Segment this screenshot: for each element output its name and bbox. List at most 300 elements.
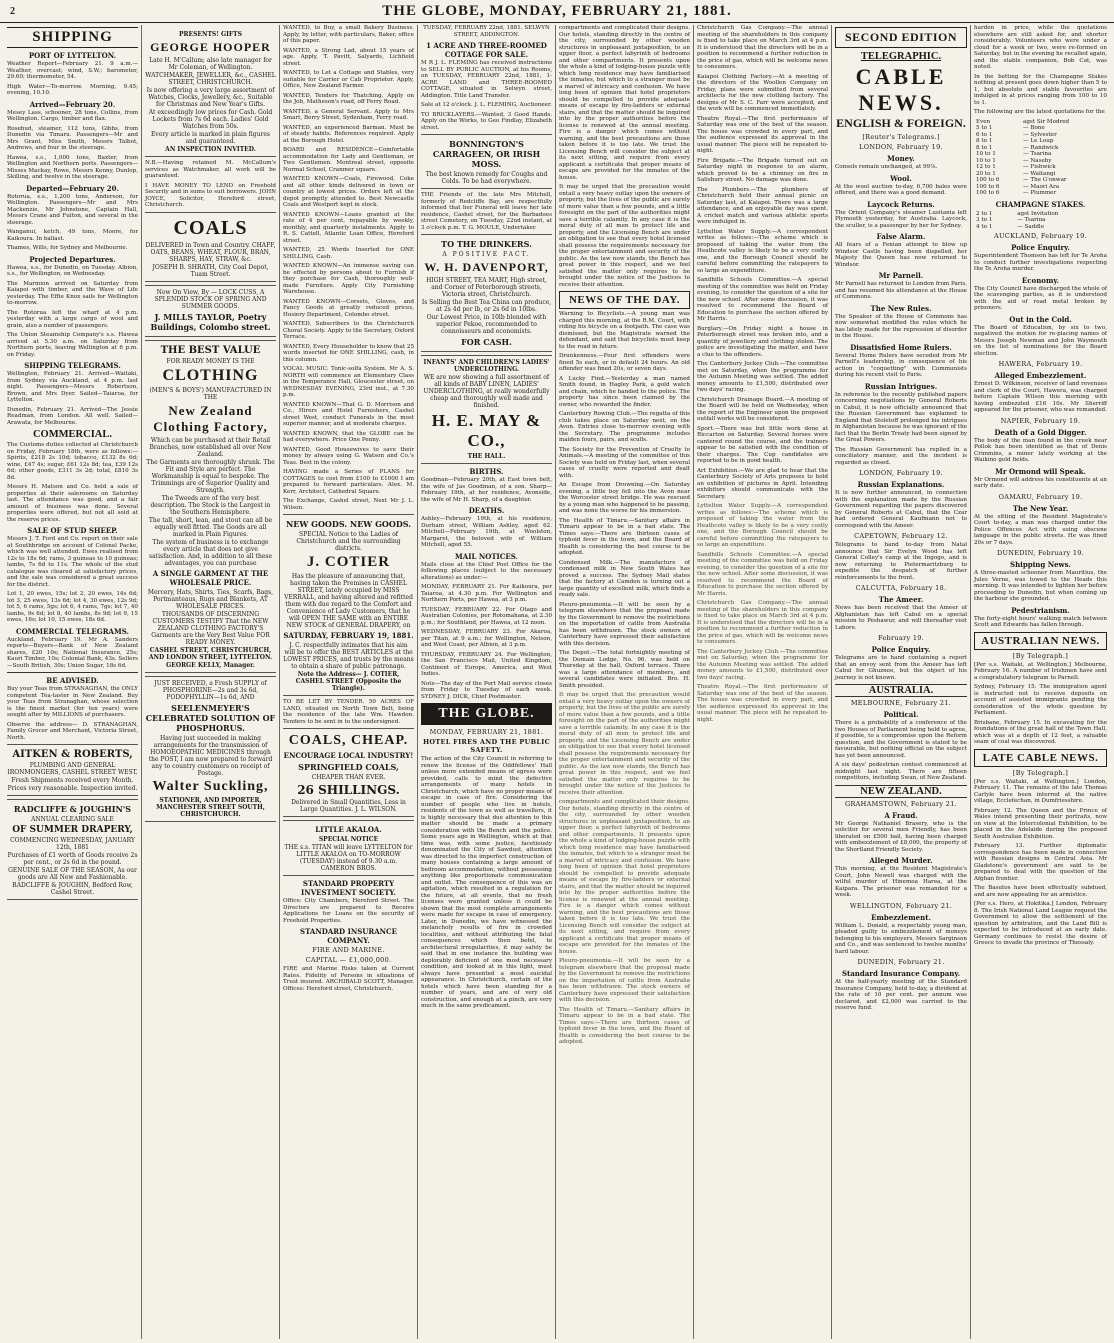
radcliffe-line-6: RADCLIFFE & JOUGHIN, Bedford Row, Cashel Street. [12,882,133,896]
classified-9: WANTED KNOWN—Loans granted at the rate of 4 per cent, repayable by weekly, monthly, and quarterly instalments. Apply to R. S. Cattell, Atlantic Loan Office, Hereford street. [283,211,414,244]
police-enquiry-heading: Police Enquiry. [871,645,931,654]
classified-15: VOCAL MUSIC. Tonic-solfa System. Mr A. S. NORTH will commence an Elementary Class in the Temperance Hall, Gloucester street, on WEDNESDAY EVENING, 23rd inst., at 7.30 p.m. [283,366,414,398]
births-heading: BIRTHS. [469,467,504,476]
drinkers-title: TO THE DRINKERS. [441,239,532,249]
infants-text: WE are now showing a full assortment of all kinds of BABY LINEN, LADIES' UNDERCLOTHING, at really wonderfully cheap and thoroughly well made and finished. [423,374,550,409]
nz-line-8: CASHEL STREET, CHRISTCHURCH, AND LONDON STREET, LYTTELTON. [148,646,273,661]
springfield-line-1: CHEAPER THAN EVER. [311,774,386,781]
deaths-heading: DEATHS. [468,506,505,515]
encourage-line: ENCOURAGE LOCAL INDUSTRY! [283,751,414,760]
column-2 [142,25,280,1339]
cotier-special: SPECIAL Notice to the Ladies of Christchurch and the surrounding districts. [296,531,401,552]
dateline-hawera: HAWERA, February 19. [998,360,1083,368]
news-item-13: Pleuro-pneumonia.—It will be seen by a telegram elsewhere that the proposal made by the Government to remove the restrictions on the importation of cattle from Australia has been withdrawn. The stock owners of Canterbury have expressed their satisfaction with this decision. [559,958,690,1003]
hooper-note: N.B.—Having retained M. McCallum's services as Watchmaker, all work will be guaranteed. [145,160,276,179]
mail-monday: MONDAY, FEBRUARY 21. For Kaikoura, per Taiaroa, at 4.30 p.m. For Wellington and Northern Ports, per Hawea, at 3 p.m. [421,584,552,603]
coals-title: COALS [173,216,248,239]
mail-thursday: THURSDAY, FEBRUARY 24. For Wellington, the San Francisco Mail, United Kingdom, Continent of Europe, America, and West Indies. [421,651,552,677]
commercial-heading: COMMERCIAL. [32,429,113,440]
odds-price: 10 to 1 [976,157,996,164]
infants-title: INFANTS' AND CHILDREN'S LADIES' UNDERCLOTHING. [423,359,550,373]
standard-property-heading: STANDARD PROPERTY INVESTMENT SOCIETY. [301,879,396,897]
positive-fact: A POSITIVE FACT. [442,251,531,258]
classified-2: WANTED, a Strong Lad, about 15 years of age. Apply, T. Pavitt, Salyards, Lichfield street. [283,47,414,67]
matson-sale: Messrs H. Matson and Co. held a sale of properties at their salerooms on Saturday last. The attendance was good, and a fair amount of business was done. Several properties were offered, but not all sold at the reserve prices. [7,484,138,523]
leader-title: HOTEL FIRES AND THE PUBLIC SAFETY. [422,738,551,754]
column-6 [694,25,832,1339]
news-6-5: The Plumbers.—The plumbers of Christchurch held their annual picnic on Saturday last, at Kaiapoi. There was a large attendance, and an enjoyable day was spent. A cricket match and various athletic sports were indulged in. [697,186,828,225]
odds-horse: — Naseby [1023,157,1052,164]
shipping-note-2: The Rotorua left the wharf at 4 p.m. yesterday with a large cargo of wool and grain, also a number of passengers. [7,309,138,329]
shipping-telegram-2: Dunedin, February 21. Arrived—The Jessie Readman, from London. All well. Sailed—Arawata, for Melbourne. [7,406,138,426]
odds-row [974,224,1107,231]
news-of-the-day-heading: NEWS OF THE DAY. [559,291,690,309]
standard-insurance-heading: STANDARD INSURANCE COMPANY. [300,927,397,945]
nz-line-1: Which can be purchased at their Retail Branches, now established all over New Zealand. [149,436,272,458]
hooper-line-3: Is now offering a very large assortment of Watches, Clocks, Jewellery, &c., Suitable for Christmas and New Year's Gifts. [146,87,275,108]
nz-factory-title: New Zealand Clothing Factory, [153,402,268,434]
shipping-telegrams-heading: SHIPPING TELEGRAMS. [24,361,121,370]
cotier-address: Note the Address— J. COTIER, CASHEL STREET (Opposite the Triangle). [295,671,402,692]
page-number-left: 2 [10,5,16,17]
odds-price: Even [976,118,991,125]
davenport-cash: FOR CASH. [461,337,512,347]
bricklayers-ad: TO BRICKLAYERS.—Wanted, 3 Good Hands. Apply on the Works, to Geo Findlay, Elizabeth street. [421,111,552,131]
radcliffe-line-2: OF SUMMER DRAPERY, [12,825,133,835]
new-year-text: At the sitting of the Resident Magistrate's Court to-day, a man was charged under the Police Offences Act with using obscene language in the public streets. He was fined 20s or 7 days. [974,513,1107,546]
late-cable-2: February 12. The Queen and the Prince of Wales intend presenting their portraits, now on view at the Intercolonial Exhibition, to be placed in the Adelaide during the proposed South Australian Exhibition. [974,807,1107,840]
springfield-title: SPRINGFIELD COALS, [298,762,399,772]
seelen-line: Having just succeeded in making arrangements for the transmission of HOMOEOPATHIC MEDICINES through the POST, I am now prepared to forward any to country customers on receipt of Postage. [148,734,273,777]
odds-price: 100 to 6 [976,183,1000,190]
little-akaloa: LITTLE AKALOA. [315,825,382,834]
odds-horse: — Le Loup [1023,138,1054,144]
news-item-8: Condensed Milk.—The manufacture of condensed milk in New South Wales has proved a success. The Sydney Mail states that the factory at Camden is turning out a large quantity of excellent milk, which finds a ready sale. [559,559,690,598]
acre-heading: 1 ACRE AND THREE-ROOMED COTTAGE FOR SALE. [426,41,547,59]
suckling-title: Walter Suckling, [152,778,269,794]
nz-line-2: The Garments are thoroughly shrunk. The Fit and Style are perfect. The Workmanship is equal to bespoke. The Trimmings are of Superior Quality and Strength. [146,458,275,494]
odds-price: 12 to 1 [976,164,996,170]
classified-12: WANTED KNOWN—Corsets, Gloves, and Fancy Goods at greatly reduced prices, Hosiery Department, Colombo street. [283,298,414,318]
hooper-line-5: Every article is marked in plain figures and guaranteed. [151,131,270,145]
odds-row [974,190,1107,197]
dateline-oamaru: OAMARU, February 19. [998,492,1083,501]
odds-price: 6 to 1 [976,131,993,138]
ormond-heading: Mr Ormond will Speak. [995,466,1086,476]
odds-price: 10 to 1 [976,151,996,157]
classified-14: WANTED, Every Householder to know that 25 words inserted for ONE SHILLING, cash, in this column. [283,343,415,363]
globe-heading: THE GLOBE. [421,703,552,725]
news-6-4: Fire Brigade.—The Brigade turned out on Saturday night in response to an alarm, which proved to be a chimney on fire in Salisbury street. No damage was done. [697,157,828,183]
fraud-heading: A Fraud. [884,810,918,820]
departed-heading: Departed—February 20. [26,183,119,193]
classified-17: WANTED KNOWN, that the GLOBE can be had everywhere. Price One Penny. [283,430,414,443]
late-cable-heading: LATE CABLE NEWS. [974,749,1107,767]
clothing-factory-ad [145,340,276,673]
odds-horse: — Bone [1023,125,1045,131]
racing-text-1: harden in price, while the quotations elsewhere are still asked for, and shorter considerably. Volunteers who were under a cloud for a week or two, were re-formed on Saturday, but in the evening he recalled again, and the stable companion, Bob Cat, was noted. [974,25,1107,70]
mail-wednesday: WEDNESDAY, FEBRUARY 23. For Akaroa, per Titan, at 9 a.m.; for Wellington, Nelson, and West Coast, per Albion, at 3 p.m. [421,629,552,648]
dateline-london-1: LONDON, February 19. [859,143,943,151]
pedestrian-text: A six days' pedestrian contest commenced at midnight last night. There are fifteen competitors, including Swan, of New Zealand. [835,762,967,781]
political-heading: Political. [883,710,919,719]
auckland-police-heading: Police Enquiry. [1011,243,1070,252]
odds-price: 2 to 1 [976,210,993,217]
coals-line-2: JOSEPH B. SHRATH, City Coal Depot, Tuam Street. [152,263,269,278]
nz-line-6: Mercery, Hats, Shirts, Ties, Scarfs, Bags, Portmanteaus, Rugs and Blankets, AT WHOLESALE PRICES. [147,588,274,610]
news-6-3: Theatre Royal.—The first performance of Saturday was one of the best of the season. The house was crowded in every part, and the audience expressed its approval in the usual manner. The piece will be repeated to-night. [697,115,828,154]
home-rulers-heading: Dissatisfied Home Rulers. [850,342,952,352]
titan-ad [283,820,414,876]
late-cable-4: The Basutos have been effectually subdued, and are now appealing for an armistice. [974,885,1107,898]
nz-line-3: The Tweeds are of the very best description. The Stock is the Largest in the Southern Hemisphere. [150,494,271,516]
bonnington-ad [421,134,552,189]
auckland-police-text: Superintendent Thomson has left for Te Aroha to conduct further investigations respecting the Te Aroha murder. [974,253,1107,272]
news-item-3: A Lucky Find.—Yesterday a man named Smith found, in Hagley Park, a gold watch and chain, which he handed to the police. The property has since been claimed by the owner, who rewarded the finder. [559,375,690,408]
classified-18: WANTED, Good Housewives to save their money by always using G. Watson and Co.'s Teas. Best in the colony. [283,446,414,466]
pedestrianism-text: The forty-eight hours' walking match between Scott and Edwards has fallen through. [974,615,1107,628]
masthead-title: THE GLOBE, MONDAY, FEBRUARY 21, 1881. [382,2,732,19]
dateline-melbourne: MELBOURNE, February 21. [850,699,952,707]
hooper-line-2: WATCHMAKER, JEWELLER, &c., CASHEL STREET, CHRISTCHURCH. [145,72,276,86]
news-6-7: Sandhills Schools Committee.—A special meeting of the committee was held on Friday evening, to consider the question of a site for the new school. After some discussion, it was resolved to recommend the Board of Education to purchase the section offered by Mr Harris. [697,277,828,322]
reuter-note: [Reuter's Telegrams.] [862,133,940,141]
springfield-price: 26 SHILLINGS. [297,783,400,797]
fraud-text: Mr George Nathaniel Brasery, who is the solicitor for several men Friendly, has been liberated on £500 bail, having been charged with embezzlement of £8,000, the property of the Shortland Friendly Society. [835,820,967,853]
embezzlement-heading: Embezzlement. [871,912,931,922]
odds-price: 8 to 1 [976,144,993,151]
fleming-auction: M R J. L. FLEMING has received instructions to SELL BY PUBLIC AUCTION, at his Rooms, on TUESDAY, FEBRUARY 22nd, 1881, 1-ACRE LAND and THREE-ROOMED COTTAGE, situated in Selwyn street, Addington. Title Land Transfer. [421,60,552,99]
seelen-head: JUST RECEIVED, a Fresh SUPPLY of PHOSPHORINE—2s and 3s 6d, PODOPHYLLIN—1s 6d, AND [154,679,267,701]
odds-horse: — Saddle [1017,223,1045,230]
column-4 [418,25,556,1339]
ormond-text: Mr Ormond will address his constituents at an early date. [974,476,1107,489]
stranaghan-address: Observe the address— D. STRANAGHAN, Family Grocer and Merchant, Victoria Street, North. [7,721,138,741]
arrived-heading: Arrived—February 20. [29,99,116,109]
russian-explanations-text: It is now further announced, in connection with the explanation made by the Russian Government regarding the papers discovered by General Roberts at Cabul, that the Czar had ordered General Kaufmann not to correspond with the Ameer. [835,490,967,529]
hawera-text: Ernest D. Wilkinson, receiver of land revenues and clerk of the Court, Hawera, was charged before Captain Wilson this morning with having embezzled £16 10s. Mr Sherriff appeared for the prisoner, who was remanded. [974,381,1107,413]
news-6-14: Sandhills Schools Committee.—A special meeting of the committee was held on Friday evening, to consider the question of a site for the new school. After some discussion, it was resolved to recommend the Board of Education to purchase the section offered by Mr Harris. [697,551,828,597]
odds-horse: — Randwick [1023,144,1059,151]
russian-intrigues-text: In reference to the recently published papers concerning negotiations by General Roberts in Cabul, it is now officially announced that the Russian Government has explained to England that Stoletoff prolonged his intrigues in Afghanistan because he was ignorant of the fact that the Berlin Treaty had been signed by the Great Powers. [835,391,967,443]
embezzlement-text: William L. Donald, a respectably young man, pleaded guilty to embezzlement of moneys belonging to his employers, Messrs Sarginson and Co., and was sentenced to twelve months' hard labour. [835,922,967,955]
economy-heading: Economy. [1021,275,1060,285]
hawera-heading: Alleged Embezzlement. [994,371,1087,380]
classified-16: WANTED KNOWN—That G. D. Morrison and Co., Hirers and Hotel Furnishers, Cashel street West, conduct Funerals in the most superior manner, and at moderate charges. [283,401,414,427]
australian-news-sub: [By Telegraph.] [1012,651,1069,660]
fleming-sale: Sale at 12 o'clock. J. L. FLEMING, Auctioneer. [421,102,552,108]
masthead [0,0,1114,23]
australian-news-2: Sydney, February 15. The immigration agent is instructed not to receive deposits on account of assisted immigrants pending the consideration of the whole question by Parliament. [974,684,1107,716]
odds-horse: agst Invitation [1017,210,1059,217]
coals-line-1: DELIVERED in Town and Country. CHAFF, OATS, BEANS, WHEAT, FLOUR, BRAN, SHARPS, HAY, STRAW, &c. [145,241,276,263]
standard-insurance-text: FIRE and Marine Risks taken at Current Rates. Fidelity of Persons in situations of Trust insured. ARCHIBALD SCOTT, Manager. Offices: Hereford street, Christchurch. [283,966,414,992]
dateline-feb-19: February 19. [877,634,925,642]
divider [7,672,138,673]
coals-ad [145,212,276,282]
births-text: Goodman—February 20th, at East town belt, the wife of Jas Goodman, of a son. Sharp—February 19th, at her residence, Avonside, the wife of Mr H. Sharp, of a daughter. [421,477,552,503]
clothing-title: CLOTHING [162,366,259,384]
news-item-1: Warning to Bicyclists.—A young man was charged this morning, at the R.M. Court, with riding his bicycle on a footpath. The case was dismissed, but the Magistrate warned the defendant, and said that bicyclists must keep to the road in future. [559,311,690,350]
joyce-ad: I HAVE MONEY TO LEND on Freehold Security and in sums to suit borrowers. JOHN JOYCE, Solicitor, Hereford street, Christchurch. [145,182,276,208]
shipping-heading: SHIPPING [7,27,138,48]
dateline-auckland: AUCKLAND, February 19. [994,232,1087,240]
mail-note: Note—The day of the Port Mail service closes from Friday to Tuesday of each week. SYDNEY J. DICK, Chief Postmaster. [421,680,552,700]
odds-price: 20 to 1 [976,170,996,177]
classified-6: WANTED, an experienced Barman. Must be of steady habits. References required. Apply at the Borough Hotel. [283,124,414,144]
davenport-line-2: Is Selling the Best Tea China can produce, at 2s 4d per lb, or 2s 6d in 10lbs. [421,299,552,313]
classified-4: WANTED, Tenders for Thatching. Apply on the Job, Matheson's road, off Ferry Road. [283,92,414,105]
aitken-sub: PLUMBING AND GENERAL IRONMONGERS, CASHEL STREET WEST. [7,762,138,776]
may-ad [421,355,552,464]
news-item-10: The Depot.—The total fortnightly meeting of the Domain Lodge, No. 96, was held on Thursday at the hall, Oxford terrace. There was a large attendance of members, and several candidates were initiated. Bro. H. Smith presided. [559,650,690,689]
new-goods-title: NEW GOODS. NEW GOODS. [285,519,412,529]
news-6-10: Christchurch Drainage Board.—A meeting of the Board will be held on Wednesday, when the report of the Engineer upon the proposed outfall works will be considered. [697,396,828,422]
cotier-date: SATURDAY, FEBRUARY 19, 1881. [283,631,414,640]
taylor-ad [145,285,276,337]
stud-sheep-heading: SALE OF STUD SHEEP. [27,526,118,535]
news-6-8: Burglary.—On Friday night a house in Peterborough street was broken into, and a quantity of jewellery and clothing stolen. The police are investigating the matter, and have a clue to the offenders. [697,325,828,358]
australian-news-3: Brisbane, February 15. In excavating for the foundations of the great hall of the Town Hall, which was at a depth of 12 feet, a valuable seam of coal was discovered. [974,719,1107,745]
classified-11: WANTED KNOWN—An immense saving can be effected by persons about to Furnish if they purchase for Cash, thoroughly well-made Furniture. Apply City Furnishing Warehouse. [283,263,414,295]
may-line: THE HALL. [467,453,506,460]
davenport-ad [421,234,552,352]
news-item-14: The Health of Timaru.—Sanitary affairs in Timaru appear to be in a bad state. The Times says:—There are thirteen cases of typhoid fever in the town, and the Board of Health is considering the best course to be adopted. [559,1006,690,1045]
odds-horse: agst Sir Modred [1023,118,1070,125]
news-6-1: Christchurch Gas Company.—The annual meeting of the shareholders in this company is fixed to take place on March 3rd at 4 p.m. It is understood that the directors will be in a position to recommend a further reduction in the price of gas, which will be welcome news to consumers. [697,25,828,70]
odds-horse: — Sylvester [1023,131,1057,138]
hooper-ad [145,28,276,157]
odds-price: 5 to 1 [976,125,993,131]
news-6-15: Christchurch Gas Company.—The annual meeting of the shareholders in this company is fixed to take place on March 3rd at 4 p.m. It is understood that the directors will be in a position to recommend a further reduction in the price of gas, which will be welcome news to consumers. [697,600,828,645]
standard-insurance-heading-2: Standard Insurance Company. [841,969,961,978]
hooper-title: GEORGE HOOPER [150,40,271,54]
news-item-7: The Health of Timaru.—Sanitary affairs in Timaru appear to be in a bad state. The Times says:—There are thirteen cases of typhoid fever in the town, and the Board of Health is considering the best course to be adopted. [559,517,690,556]
classified-20: The Exchange, Cashel street, Next Mr J. L. Wilson. [283,498,414,511]
nz-line-4: The tall, short, lean, and stout can all be equally well fitted. The Goods are all marked in Plain Figures. [148,516,273,538]
classified-10: WANTED, 25 Words Inserted for ONE SHILLING, Cash. [283,247,414,260]
australian-news-1: [Per s.s. Waitaki, at Wellington.] Melbourne, February 16. A number of Irishmen have sent a congratulatory telegram to Parnell. [974,661,1107,681]
cotier-aim: J. C. respectfully intimates that his aim will be to offer the BEST ARTICLES at the LOWEST PRICES, and trusts by the means to obtain a share of public patronage. [283,642,414,670]
odds-horse: — Fishwick [1023,164,1056,170]
ameer-heading: The Ameer. [878,595,924,604]
stranaghan-ad: Buy your Teas from STRANAGHAN, the ONLY competent Tea-taster in New Zealand. Buy your Teas from Stranaghan, whose selection is the finest market (for ten years) were sought after by MILLIONS of purchasers. [7,686,138,718]
odds-price: 8 to 1 [976,138,993,144]
departure-2: Wanganui, ketch, 49 tons, Moore, for Kaikoura. In ballast. [7,229,138,242]
news-item-5: The Society for the Prevention of Cruelty to Animals.—A meeting of the committee of this Society was held on Friday last, when several cases of cruelty were reported and dealt with. [559,446,690,479]
customs-duties: The Customs duties collected at Christchurch on Friday, February 18th, were as follows:—Spirits, £218 2s 10d; tobacco, £132 8s 6d; wine, £47 4s; sugar, £61 12s 8d; tea, £39 12s 6d; other goods, £311 3s 2d; total, £810 3s 8d. [7,442,138,481]
laycock-heading: Laycock Returns. [867,199,935,209]
nz-single-garment: A SINGLE GARMENT AT THE WHOLESALE PRICE. [152,568,269,587]
standard-insurance-text-2: At the half-yearly meeting of the Standard Insurance Company, held to-day, a dividend at the rate of 10 per cent. per annum was declared, and £2,000 was carried to the reserve fund. [835,979,967,1011]
second-edition-heading: SECOND EDITION [835,27,967,48]
columns [4,25,1110,1339]
classified-1: WANTED, to Buy, a small Bakery Business. Apply, by letter, with particulars, Baker, office of this paper. [283,25,414,44]
hooper-line-1: Late H. M'Callum; also late manager for Mr Coleman, of Wellington. [149,57,272,71]
classified-8: WANTED KNOWN—Coals, Firewood, Coke and all other kinds delivered in town or country at lowest prices. Orders left at the depot promptly attended to. Best Newcastle Coals and Westport kept in stock. [283,176,414,208]
new-rules-text: The Speaker of the House of Commons has now somewhat modified the rules which he has lately made for the repression of disorder in the House. [835,313,967,339]
odds-price: 3 to 1 [976,217,993,223]
pedestrianism-heading: Pedestrianism. [1011,605,1070,615]
aitken-title: AITKEN & ROBERTS, [12,749,133,760]
clothing-line: (MEN'S & BOYS') MANUFACTURED IN THE [149,386,272,401]
economy-text: The City Council have discharged the whole of the scavenging parties, as it is understood with the aid of road metal broken by prisoners. [974,285,1107,311]
stud-sheep-lots: Lot 1, 20 ewes, 15s; lot 2, 20 ewes, 14s 6d; lot 3, 25 ewes, 13s 6d; lot 4, 30 ewes, 12s 9d; lot 5, 6 rams, 5gs; lot 6, 4 rams, 7gs; lot 7, 40 lambs, 9s 6d; lot 8, 40 lambs, 8s 9d; lot 9, 15 ewes, 16s; lot 10, 15 ewes, 18s 6d. [7,591,138,623]
new-year-heading: The New Year. [1012,503,1069,513]
political-text: There is a probability of a conference of the two Houses of Parliament being held to agree, if possible, to a compromise upon the Reform question, and the Government is stated to be favourable, but nothing official on the subject has yet been announced. [835,720,967,759]
dateline-london-2: LONDON, February 19. [859,469,943,477]
leader-text: The action of the City Council in referring to renew the license of the Oddfellows' Hall unless more extended means of egress were provided, calls to mind the defective arrangements of many hotels in Christchurch, which have no proper means of escape in case of fire. Considering the number of people who live in hotels, residents of the town as well as travellers, it is highly necessary that due attention to this matter should be made a primary consideration with the Bench and the police. Some years ago in Wellington, which at that time was, with some justice, facetiously denominated the City of Sawdust, attention was directed to the imperfect construction of many houses containing a large amount of bedroom accommodation, without possessing anything like proportionate communication and outlet. The consequence of this was an agitation, which resulted in a regulation for the future, at all events, that no fresh licenses were granted unless it could be shown that the most complete arrangements were made for escape in case of emergency. Later, in Dunedin, we have witnessed the melancholy results of fire in crowded localities, and without attributing the fatal consequences which then befel, to architectural irregularities, it may safely be said that in one instance the building was deplorably deficient of one most necessary condition, and looked at in this light, must always have presented a most suicidal appearance. In Christchurch, certain of the hotels which have been standing for a number of years, and are of very old construction, and enough at a pinch, are very much in the same predicament. [421,756,552,1009]
odds-horse: — Maori Ara [1023,183,1060,190]
alleged-murder-heading: Alleged Murder. [869,856,933,865]
classified-3: WANTED, to Let a Cottage and Stables, very suitable for Carrier or Cab Proprietor. Apply, Office, New Zealand Farmer. [283,70,414,89]
port-heading: PORT OF LYTTELTON. [28,51,117,60]
news-6-11: Sport.—There was but little work done at Riccarton on Saturday. Several horses were cantered round the course, and the trainers appear to be satisfied with the condition of their charges. The Cup candidates are reported to be in good health. [697,425,828,464]
news-6-16: The Canterbury Jockey Club.—The committee met on Saturday, when the programme for the Autumn Meeting was settled. The added money amounts to £1,500, distributed over two days' racing. [697,648,828,681]
racing-text-3: The following are the latest quotations for the [974,109,1105,115]
davenport-title: W. H. DAVENPORT, [424,260,549,274]
projected-text: Hawea, s.s., for Dunedin, on Tuesday. Albion, s.s., for Wellington, on Wednesday. [7,264,138,277]
weather-report: Weather Report—February 21. 9 a.m.—Weather, overcast; wind, S.W.; barometer, 29.60; thermometer, 54. [7,61,138,80]
money-heading: Money. [887,154,915,163]
betting-table [974,119,1107,197]
mail-heading: MAIL NOTICES. [455,551,518,561]
column-7 [832,25,971,1339]
australia-heading: AUSTRALIA. [835,684,967,697]
out-in-cold-heading: Out in the Cold. [1009,314,1072,324]
news-6-9: The Canterbury Jockey Club.—The committee met on Saturday, when the programme for the Autumn Meeting was settled. The added money amounts to £1,500, distributed over two days' racing. [697,361,828,393]
radcliffe-line-5: GENUINE SALE OF THE SEASON, As our goods are All New and Fashionable. [8,867,137,881]
davenport-line-3: Our Lowest Price, in 10lb blended with superior Pekoe, recommended to connoisseurs and economists. [426,314,547,335]
news-item-12: compartments and complicated their designs. Our hotels, standing directly in the centre of the city, surrounded by other wooden structures in unpleasant juxtaposition, to an upper floor, a perfect labyrinth of bedrooms and other compartments. It presents upon the whole a kind of lodging-house puzzle with which long residence may have familiarised the inmates, but which to a stranger must be a marvel of intricacy and confusion. We have long been of opinion that hotel proprietors should be compelled to provide adequate means of escape by fire-ladders or external stairs, and that the matter should be inquired into by the proper authorities before the license is renewed at the annual meeting. Fire is a danger which comes without warning, and the best precautions are those taken before it is too late. We trust the Licensing Bench will consider the subject at its next sitting, and require from every applicant a certificate that proper means of escape are provided for the inmates of the house. [559,799,690,955]
globe-date: MONDAY, FEBRUARY 21, 1881. [429,728,544,736]
dateline-dunedin-2: DUNEDIN, February 19. [996,549,1085,557]
projected-heading: Projected Departures. [29,254,116,264]
classified-19: HAVING made a Series of PLANS for COTTAGES to cost from £100 to £1000 I am prepared to forward particulars. Alex. M. Kerr, Architect, Cathedral Square. [283,469,414,495]
news-6-6: Lyttelton Water Supply.—A correspondent writes as follows:—The scheme which is proposed of taking the water from the Heathcote valley is likely to be a very costly one, and the Borough Council should be careful before committing the ratepayers to so large an expenditure. [697,228,828,274]
news-6-13: Lyttelton Water Supply.—A correspondent writes as follows:—The scheme which is proposed of taking the water from the Heathcote valley is likely to be a very costly one, and the Borough Council should be careful before committing the ratepayers to so large an expenditure. [697,503,828,548]
racing-text-2: In the betting for the Champagne Stakes nothing at present goes down higher than 5 to 1, but absolute and stable favourites are indulged in at prices ranging from 100 to 10 to 1. [974,73,1107,106]
departure-1: Rotorua, s.s., 1,200 tons, Anderson, for Wellington. Passengers—Mr and Mrs Mackenzie, Mr Johnstone, Captain Hall, Messrs Crane and Fulton, and several in the steerage. [7,193,138,226]
russian-intrigues-heading: Russian Intrigues. [864,381,938,391]
odds-price: 100 to 6 [976,177,1000,183]
suckling-line: STATIONER, AND IMPORTER, MANCHESTER STREET SOUTH, CHRISTCHURCH. [156,796,265,818]
odds-price: 4 to 1 [976,223,993,230]
aitken-line-2: Prices very reasonable. Inspection invited. [7,785,138,792]
seelen-title: SEELENMEYER'S CELEBRATED SOLUTION OF PHOSPHORUS. [145,702,276,733]
radcliffe-line-1: ANNUAL CLEARING SALE [31,816,114,823]
odds-horse: — The G'onwar [1023,177,1067,183]
russian-explanations-heading: Russian Explanations. [857,480,945,489]
arrival-3: Hawea, s.s., 1,000 tons, Baxter, from Wellington and Northern ports. Passengers—Misses Mackay, Rowe, Messrs Kenny, Dunlop, Skilling, and twelve in the steerage. [7,154,138,180]
capital: CAPITAL — £1,000,000. [305,956,392,964]
cotier-ad [283,514,414,696]
aitken-ad [7,744,138,796]
funeral-notice: THE Friends of the late Mrs Mitchell, formerly of Redcliffe Bay, are respectfully informed that her Funeral will leave her late residence, Cashel street, for the Barbadoes street Cemetery, on Tuesday, 22nd instant, at 3 o'clock p.m. T. G. MOULE, Undertaker. [421,192,552,231]
stud-sheep-report: Messrs J. T. Ford and Co. report on their sale at Southbridge on account of Colonel Packe, which was well attended. Ewes realised from 12s to 18s 6d; rams, 3 guineas to 10 guineas; lambs, 7s 6d to 11s. The whole of the stud catalogue was cleared at satisfactory prices, and the sale was considered a great success for the district. [7,536,138,588]
laycock-text: The Orient Company's steamer Lusitania left Plymouth yesterday, for Australia. Laycock, the sculler, is a passenger by her for Sydney. [835,209,967,229]
column-5 [556,25,694,1339]
odds-horse: — Tsarina [1017,217,1046,223]
commercial-telegram: Auckland, February 19. Mr A. Sanders reports—Buyers—Bank of New Zealand shares, £20 10s; National Insurance, 25s; Kauri Timber, 10s; Colonial Bank, 43s. Sellers—South British, 30s; Union Sugar, 18s 6d. [7,636,138,669]
dateline-calcutta: CALCUTTA, February 18. [855,584,947,592]
cotier-title: J. COTIER [306,554,391,570]
odds-horse: — Waitangi [1023,170,1056,177]
bonnington-line: The best known remedy for Coughs and Colds. To be had everywhere. [425,171,548,185]
davenport-line-1: HIGH STREET, TEA MART, High street, and Corner of Peterborough streets, Victoria street, Christchurch. [426,277,547,298]
nz-line-7: THOUSANDS OF DISCERNING CUSTOMERS TESTIFY That the NEW ZEALAND CLOTHING FACTORY'S Garments are the Very Best Value FOR READY MONEY. [151,610,270,646]
late-cable-3: February 13. Further diplomatic correspondence has been made in connection with Russian designs in Central Asia. Mr Gladstone's government are said to be prepared to deal with the question of the Afghan frontier. [974,843,1107,882]
dateline-wellington: WELLINGTON, February 21. [849,901,953,910]
news-item-11: It may be urged that the precaution would entail a very heavy outlay upon the owners of property, but the lives of the public are surely of more value than a few pounds, and a little foresight on the part of the authorities might save a terrible calamity. In any case it is the moral duty of all men to protect life and property, and the Licensing Bench are under an obligation to see that every hotel licensed shall possess the requirements necessary for the proper entertainment and security of the public. As the law now stands, the Bench has great power in this respect, and we feel satisfied the matter only requires to be brought under the notice of the Justices to receive their attention. [559,692,690,796]
odds-horse: — Tsarina [1023,151,1052,157]
departure-3: Thames, Wills, for Sydney and Melbourne. [7,245,128,251]
arrival-2: Rosebud, steamer, 112 tons, Gibbs, from Dunedin via Timaru. Passengers—Mr and Mrs Grant, Miss Smith, Messrs Talbot, Andrews, and four in the steerage. [7,125,138,151]
auction-date: TUESDAY, FEBRUARY 22nd, 1881. SELWYN STREET, ADDINGTON. [423,25,550,38]
cotier-body: Has the pleasure of announcing that, having taken the Premises in CASHEL STREET, lately occupied by MISS VERRALL, and having altered and refitted them with due regard to the Comfort and Convenience of Lady Customers, that he will OPEN THE SAME with an ENTIRE NEW STOCK of GENERAL DRAPERY, on [284,573,413,629]
nz-line-9: GEORGE KELLY, Manager. [166,661,255,669]
dateline-capetown: CAPETOWN, February 12. [854,532,948,540]
land-tender: TO BE LET BY TENDER. 50 ACRES OF LAND, situated on North Town Belt, being the residence of the late Wm. Hawdon. Tenders to be sent in to the undersigned. [283,699,414,725]
ameer-text: News has been received that the Ameer of Afghanistan has left Cabul on a special mission to Peshawur, and will thereafter visit Lahore. [835,605,967,631]
gold-digger-heading: Death of a Gold Digger. [994,427,1087,437]
late-cable-5: [Per s.s. Hero, at Hokitika.] London, February 8. The Irish National Land League request the Government to allow the settlement of the question by arbitration, and the Land Bill is expected to be introduced at an early date. Germany continues to resist the desire of Greece to invade the province of Thessaly. [974,901,1107,946]
radcliffe-ad [7,799,138,900]
deaths-text: Ashley—February 19th, at his residence, Durham street, William Ashley, aged 62. Mitchell—February 19th, at Woolston, Margaret, the beloved wife of William Mitchell, aged 55. [421,516,552,548]
false-alarm-heading: False Alarm. [876,232,926,241]
false-alarm-text: All fears of a Fenian attempt to blow up Windsor Castle having been dispelled, her Majesty the Queen has now returned to Windsor. [835,242,967,268]
titan-text: THE s.s. TITAN will leave LYTTELTON for LITTLE AKALOA on TO-MORROW (TUESDAY) instead of 9.30 a.m. CAMERON BROS. [284,844,413,872]
taylor-line-2: J. MILLS TAYLOR, Poetry Buildings, Colombo street. [150,311,271,332]
hooper-invite: AN INSPECTION INVITED. [165,146,256,153]
news-6-17: Theatre Royal.—The first performance of Saturday was one of the best of the season. The house was crowded in every part, and the audience expressed its approval in the usual manner. The piece will be repeated to-night. [697,684,828,723]
shipping-telegram-1: Wellington, February 21. Arrived—Waitaki, from Sydney via Auckland, at 4 p.m. last night. Passengers—Messrs Robertson, Brown, and Mrs Dyer. Sailed—Taiaroa, for Lyttelton. [7,371,138,403]
high-water: High Water—To-morrow. Morning, 9.45; evening, 10.10. [7,83,138,96]
nz-line-5: The system of business is to exchange every article that does not give satisfaction. And, in addition to all these advantages, you can purchase [149,538,272,567]
special-notice: SPECIAL NOTICE [318,836,379,843]
late-cable-sub: [By Telegraph.] [1012,768,1069,777]
parnell-text: Mr Parnell has returned to London from Paris, and has resumed his attendance at the House of Commons. [835,281,967,300]
leader-continued-2: It may be urged that the precaution would entail a very heavy outlay upon the owners of property, but the lives of the public are surely of more value than a few pounds, and a little foresight on the part of the authorities might save a terrible calamity. In any case it is the moral duty of all men to protect life and property, and the Licensing Bench are under an obligation to see that every hotel licensed shall possess the requirements necessary for the proper entertainment and security of the public. As the law now stands, the Bench has great power in this respect, and we feel satisfied the matter only requires to be brought under the notice of the Justices to receive their attention. [559,184,690,288]
new-zealand-heading: NEW ZEALAND. [835,785,967,798]
alleged-murder-text: This morning, at the Resident Magistrate's Court, John Newell was charged with the wilful murder of Hinemoa Harea, at the Kaipara. The prisoner was remanded for a week. [835,866,967,898]
springfield-coals-ad [283,728,414,817]
australian-news-heading: AUSTRALIAN NEWS. [974,632,1107,650]
bonnington-title: BONNINGTON'S CARRAGEEN, OR IRISH MOSS. [432,139,541,169]
news-item-4: Canterbury Rowing Club.—The regatta of this club takes place on Saturday next, on the Avon. Entries close to-morrow evening with the Secretary. The programme includes maiden fours, pairs, and sculls. [559,411,690,443]
column-8 [971,25,1110,1339]
capetown-text: Telegrams to hand to-day from Natal announce that Sir Evelyn Wood has left General Colley's camp at the Ingogo, and is now returning to Pietermaritzburg to expedite the despatch of further reinforcements to the front. [835,542,967,581]
fire-marine: FIRE AND MARINE. [312,946,385,954]
classified-7: BOARD and RESIDENCE—Comfortable accommodation for Lady and Gentleman, or Two Gentlemen. Montreal street, opposite Normal School, Cranmer square. [283,147,414,173]
dateline-dunedin: DUNEDIN, February 21. [857,958,945,966]
english-foreign-heading: ENGLISH & FOREIGN. [836,116,966,130]
seelenmeyer-ad [145,676,276,822]
classified-13: WANTED, Subscribers to the Christchurch Choral Society. Apply to the Secretary, Oxford Terrace. [283,321,414,340]
money-text: Consols remain unchanged, at 99⅞. [835,164,938,170]
news-6-12: Art Exhibition.—We are glad to hear that the Canterbury Society of Arts proposes to hold an exhibition of pictures in April. Intending exhibitors should communicate with the Secretary. [697,467,828,500]
odds-horse: — Plummer [1023,190,1057,196]
shipping-note-1: The Marmion arrived on Saturday from Kaiapoi with timber, and the Wave of Life yesterday. The Effie Knox sails for Wellington to-morrow. [7,280,138,306]
gold-digger-text: The body of the man found in the creek near Pollok has been identified as that of Denis Crimmins, a miner lately working at the Waikino gold fields. [974,437,1107,463]
parnell-heading: Mr Parnell. [878,271,924,280]
aitken-line-1: Fresh Shipments received every Month. [11,777,134,784]
may-title: H. E. MAY & CO., [431,411,542,450]
best-value-line: FOR READY MONEY IS THE [166,357,255,365]
new-rules-heading: The New Rules. [870,303,932,313]
shipping-news-text: A three-masted schooner from Mauritius, the Jules Verne, was towed to the Heads this morning. It was intended to lighten her before proceeding to Dunedin, but when coming up the harbour she grounded. [974,570,1107,602]
hooper-line-4: At exceedingly low prices for Cash. Gold Lockets from 7s 6d each. Ladies' Gold Watches from 50s. [148,109,273,130]
